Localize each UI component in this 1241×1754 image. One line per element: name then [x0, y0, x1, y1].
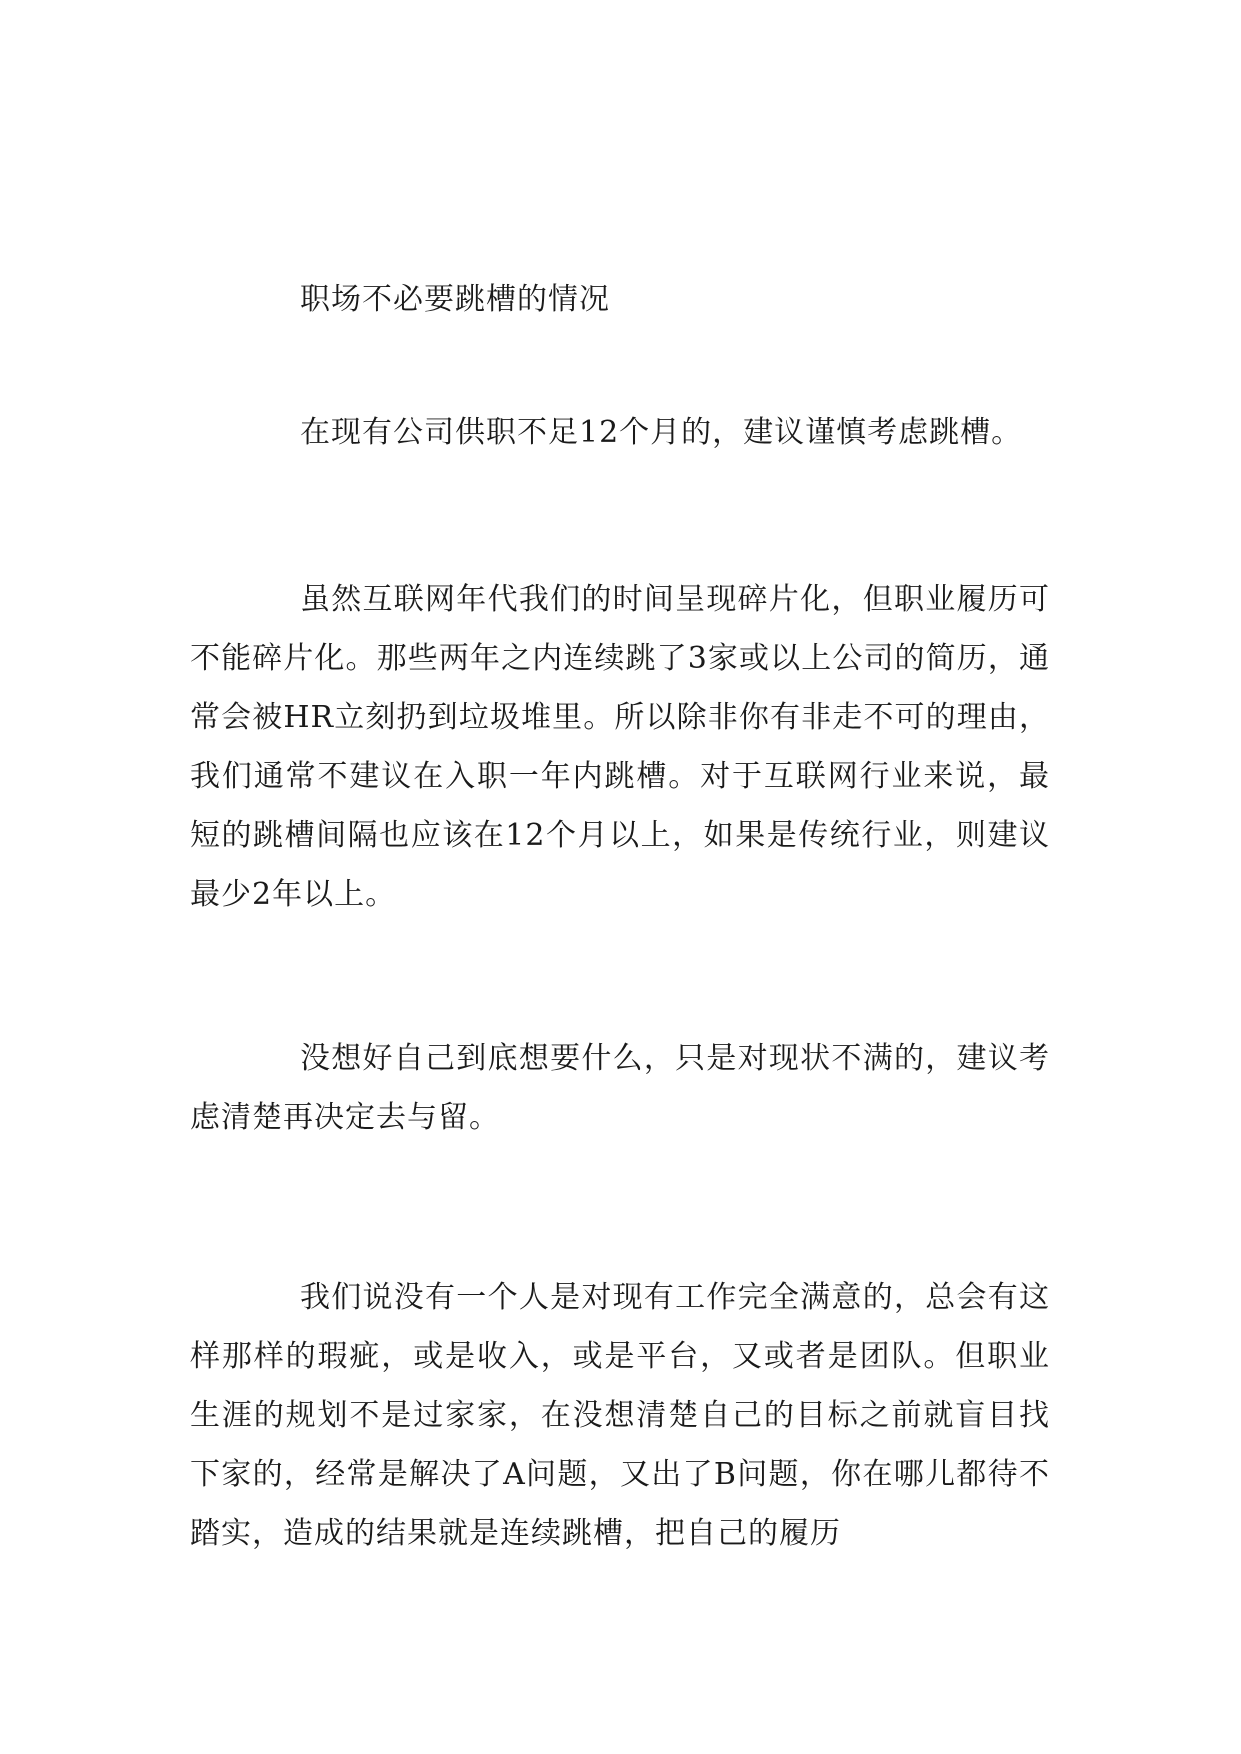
paragraph-3: 没想好自己到底想要什么，只是对现状不满的，建议考虑清楚再决定去与留。 [190, 1041, 1050, 1135]
document-title: 职场不必要跳槽的情况 [300, 282, 610, 317]
paragraph-4: 我们说没有一个人是对现有工作完全满意的，总会有这样那样的瑕疵，或是收入，或是平台，又或者是团队。但职业生涯的规划不是过家家，在没想清楚自己的目标之前就盲目找下家的，经常是解决了A问题，又出了B问题，你在哪儿都待不踏实，造成的结果就是连续跳槽，把自己的履历 [190, 1280, 1050, 1551]
paragraph-1: 在现有公司供职不足12个月的，建议谨慎考虑跳槽。 [300, 415, 1023, 450]
paragraph-2: 虽然互联网年代我们的时间呈现碎片化，但职业履历可不能碎片化。那些两年之内连续跳了3家或以上公司的简历，通常会被HR立刻扔到垃圾堆里。所以除非你有非走不可的理由，我们通常不建议在入职一年内跳槽。对于互联网行业来说，最短的跳槽间隔也应该在12个月以上，如果是传统行业，则建议最少2年以上。 [190, 582, 1050, 912]
